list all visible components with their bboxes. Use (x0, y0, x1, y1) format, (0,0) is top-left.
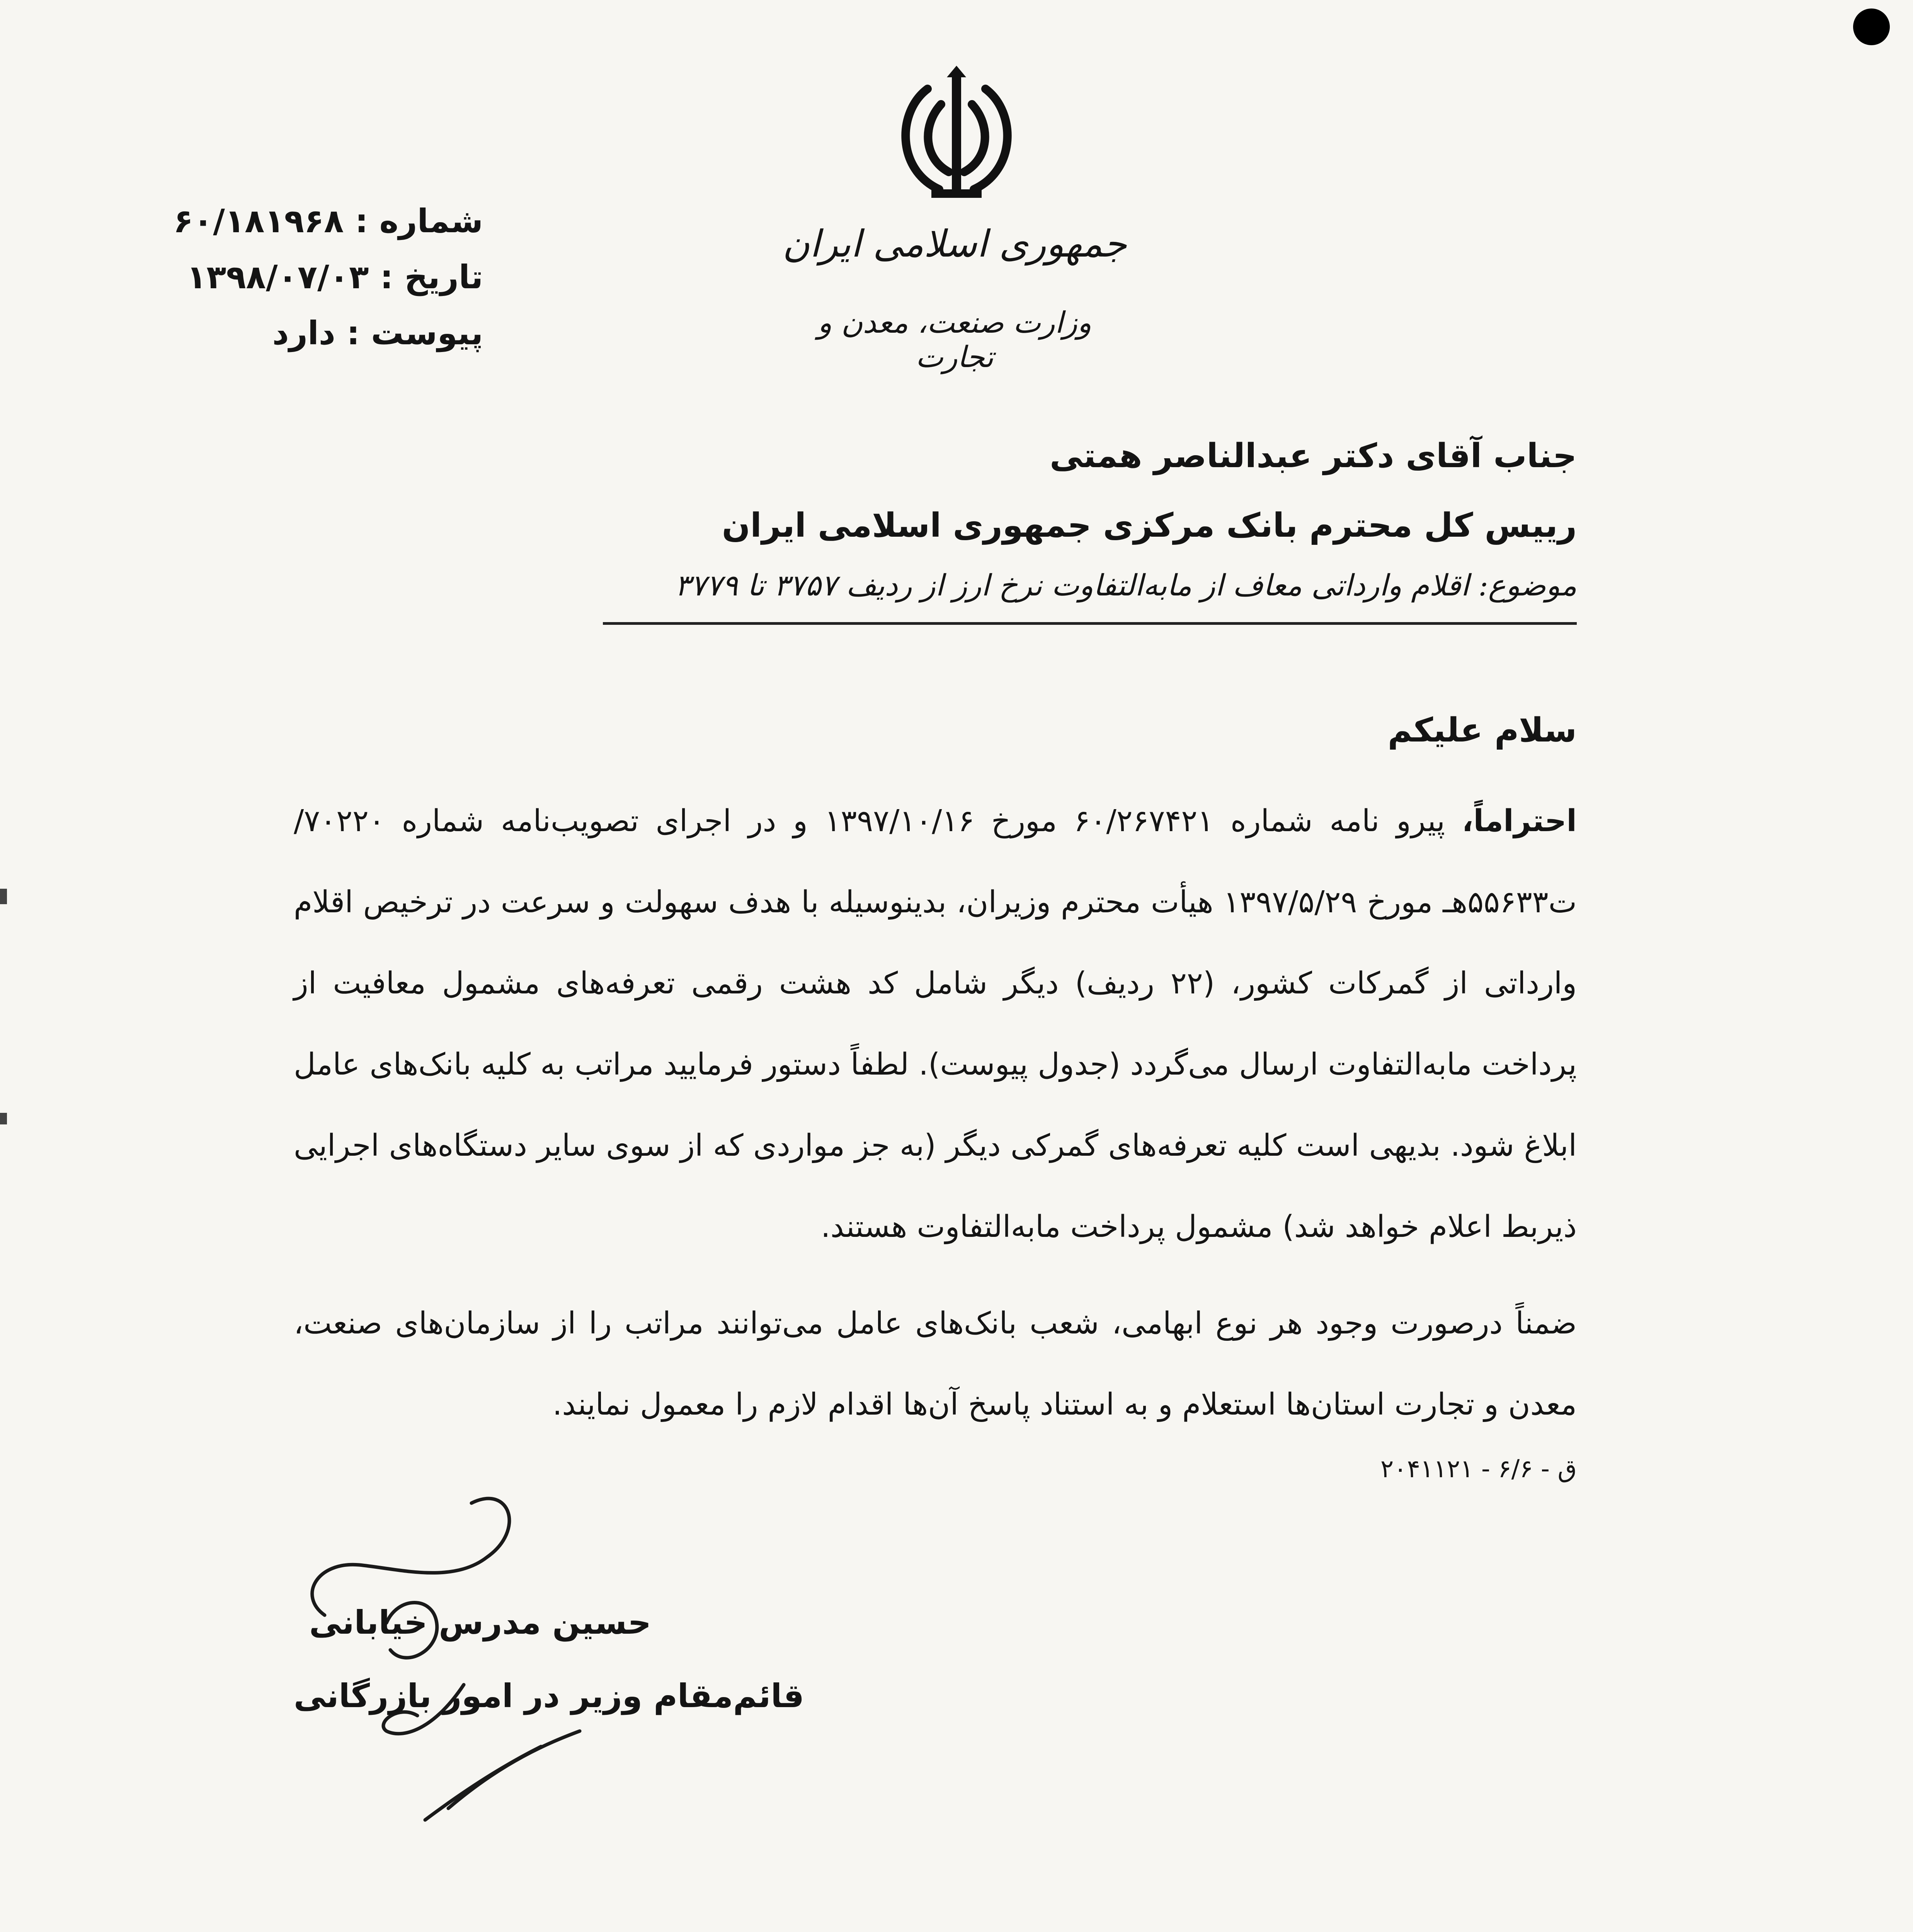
country-name: جمهوری اسلامی ایران (782, 222, 1127, 265)
date-label: تاریخ : (380, 258, 483, 296)
signatory-name: حسین مدرس خیابانی (309, 1604, 652, 1641)
paragraph-lead: احتراماً، (1462, 804, 1577, 838)
scan-edge-mark (0, 889, 7, 904)
ministry-name: وزارت صنعت، معدن و تجارت (817, 305, 1092, 374)
attachment-value: دارد (272, 314, 335, 352)
salutation: سلام علیکم (1387, 711, 1577, 750)
iran-emblem-icon (881, 62, 1032, 224)
number-value: ۶۰/۱۸۱۹۶۸ (173, 202, 344, 240)
letter-number (174, 193, 483, 249)
letter-subject: موضوع: اقلام وارداتی معاف از مابه‌التفاوت نرخ ارز از ردیف ۳۷۵۷ تا ۳۷۷۹ (674, 568, 1577, 602)
signatory-title: قائم‌مقام وزیر در امور بازرگانی (294, 1677, 804, 1715)
body-paragraph-1 (294, 781, 1577, 1267)
scan-edge-mark (0, 1113, 7, 1124)
date-value: ۱۳۹۸/۰۷/۰۳ (186, 258, 369, 296)
addressee-name: جناب آقای دکتر عبدالناصر همتی (1050, 437, 1577, 475)
letter-attachment (174, 305, 483, 361)
paragraph-1-text: پیرو نامه شماره ۶۰/۲۶۷۴۲۱ مورخ ۱۳۹۷/۱۰/۱۶ و در اجرای تصویب‌نامه شماره ۷۰۲۲۰/ت۵۵۶۳۳هـ مورخ ۱۳۹۷/۵/۲۹ هیأت محترم وزیران، بدینوسیله با هدف سهولت و سرعت در ترخیص اقلام وارداتی از گمرکات کشور، (۲۲ ردیف) دیگر شامل کد هشت رقمی تعرفه‌های مشمول معافیت از پرداخت مابه‌التفاوت ارسال می‌گردد (جدول پیوست). لطفاً دستور فرمایید مراتب به کلیه بانک‌های عامل ابلاغ شود. بدیهی است کلیه تعرفه‌های گمرکی دیگر (به جز مواردی که از سوی سایر دستگاه‌های اجرایی ذیربط اعلام خواهد شد) مشمول پرداخت مابه‌التفاوت هستند. (294, 804, 1577, 1244)
number-label: شماره : (355, 202, 483, 240)
reference-code: ق - ۶/۶ - ۲۰۴۱۱۲۱ (1380, 1455, 1577, 1483)
subject-underline (603, 622, 1577, 625)
addressee-title: رییس کل محترم بانک مرکزی جمهوری اسلامی ایران (722, 506, 1577, 545)
letter-date (174, 249, 483, 305)
letter-meta (174, 193, 483, 361)
attachment-label: پیوست : (347, 314, 483, 352)
body-paragraph-2: ضمناً درصورت وجود هر نوع ابهامی، شعب بانک‌های عامل می‌توانند مراتب را از سازمان‌های صنعت، معدن و تجارت استان‌ها استعلام و به استناد پاسخ آن‌ها اقدام لازم را معمول نمایند. (294, 1306, 1577, 1422)
punch-hole (1853, 9, 1890, 45)
